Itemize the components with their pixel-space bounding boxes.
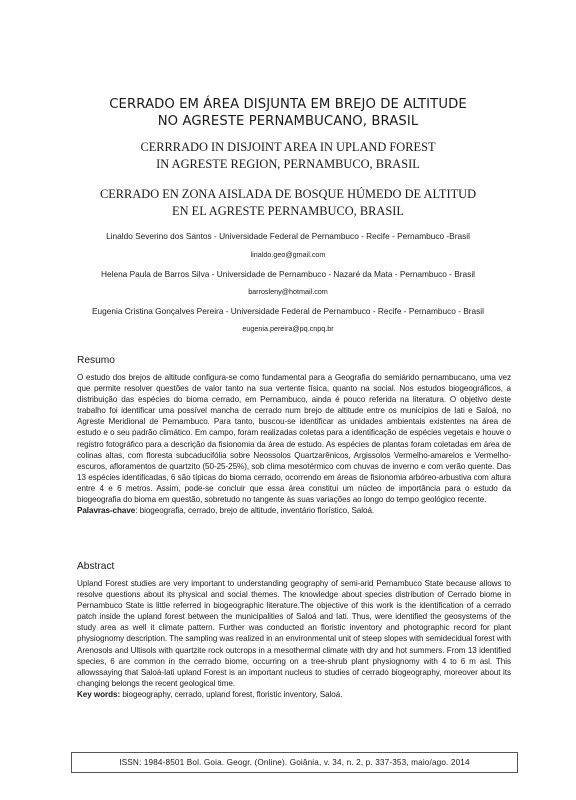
abstract-keywords-text: biogeography, cerrado, upland forest, floristic inventory, Saloá.	[120, 689, 343, 699]
title-es-line-2: EN EL AGRESTE PERNAMBUCO, BRASIL	[172, 204, 404, 218]
resumo-heading: Resumo	[77, 355, 115, 366]
abstract-body	[77, 578, 511, 700]
title-es-line-1: CERRADO EN ZONA AISLADA DE BOSQUE HÚMEDO DE ALTITUD	[99, 187, 477, 201]
resumo-keywords-label: Palavras-chave	[77, 506, 136, 516]
author-2-affiliation: Helena Paula de Barros Silva - Universidade de Pernambuco - Nazaré da Mata - Pernambuco - Brasil	[101, 269, 475, 279]
author-3-email[interactable]: eugenia.pereira@pq.cnpq.br	[242, 324, 334, 333]
author-1-affiliation: Linaldo Severino dos Santos - Universidade Federal de Pernambuco - Recife - Pernambuco -Brasil	[106, 231, 470, 241]
title-en-line-1: CERRRADO IN DISJOINT AREA IN UPLAND FOREST	[140, 140, 436, 154]
resumo-keywords	[77, 505, 511, 516]
abstract-text: Upland Forest studies are very important to understanding geography of semi-arid Pernambuco State because allows to resolve questions about its physical and social themes. The knowledge about species distribution of Cerrado biome in Pernambuco State is little referred in biogeographic literature.The objective of this work is the identification of a cerrado patch inside the upland forest between the municipalities of Saloá and Iati. Thus, were identified the geosystems of the study area as well it climate pattern. Further was conducted an floristic inventory and photographic record for plant physiognomy description. The sampling was realized in an environmental unit of steep slopes with semidecidual forest with Arenosols and Ultisols with quartzite rock outcrops in a mesothermal climate with dry and hot summers. From 13 identified species, 6 are common in the cerrado biome, occurring on a tree-shrub plant physiognomy with 4 to 6 m asl. This allowssaying that Saloá-Iati upland Forest is an important nucleus to studies of cerrado biogeography, moreover about its changing belongs the recent geological time.	[77, 579, 511, 688]
author-2-email[interactable]: barrosleny@hotmail.com	[248, 287, 328, 296]
title-portuguese	[0, 96, 576, 130]
resumo-keywords-text: : biogeografia, cerrado, brejo de altitude, inventário florístico, Saloá.	[135, 506, 375, 516]
author-1-email[interactable]: linaldo.geo@gmail.com	[250, 250, 326, 259]
citation-footer: ISSN: 1984-8501 Bol. Goia. Geogr. (Online). Goiânia, v. 34, n. 2, p. 337-353, maio/ago. 2014	[71, 752, 518, 773]
title-pt-line-2: NO AGRESTE PERNAMBUCANO, BRASIL	[157, 114, 419, 129]
title-english	[0, 139, 576, 173]
resumo-text: O estudo dos brejos de altitude configura-se como fundamental para a Geografia do semiárido pernambucano, uma vez que permite resolver questões de valor tanto na sua vertente física, quanto na social. Nos estudos biogeográficos, a distribuição das espécies do bioma cerrado, em Pernambuco, ainda é pouco referida na literatura. O objetivo deste trabalho foi identificar uma possível mancha de cerrado num brejo de altitude entre os municípios de Iati e Saloá, no Agreste Meridional de Pernambuco. Para tanto, buscou-se identificar as unidades ambientais existentes na área de estudo e o seu padrão climático. Em campo, foram realizadas coletas para a identificação de espécies vegetais e houve o registro fotográfico para a descrição da fisionomia da área de estudo. As espécies de plantas foram coletadas em área de colinas altas, com floresta subcaducifólia sobre Neossolos Quartzarênicos, Argissolos Vermelho-amarelos e Vermelho-escuros, afloramentos de quartzito (50-25-25%), sob clima mesotérmico com chuvas de inverno e com verão quente. Das 13 espécies identificadas, 6 são típicas do bioma cerrado, ocorrendo em áreas de fisionomia arbóreo-arbustiva com altura entre 4 e 6 metros. Assim, pode-se concluir que essa área constitui um núcleo de importância para o estudo da biogeografia do bioma em questão, sobretudo no tangente às suas variações ao longo do tempo geológico recente.	[77, 373, 511, 505]
abstract-heading: Abstract	[77, 561, 115, 572]
resumo-body	[77, 372, 511, 516]
title-spanish	[0, 186, 576, 220]
author-3-affiliation: Eugenia Cristina Gonçalves Pereira - Universidade Federal de Pernambuco - Recife - Pernambuco - Brasil	[92, 306, 484, 316]
title-pt-line-1: CERRADO EM ÁREA DISJUNTA EM BREJO DE ALTITUDE	[109, 97, 467, 112]
abstract-keywords	[77, 689, 511, 700]
abstract-keywords-label: Key words:	[77, 689, 121, 699]
title-en-line-2: IN AGRESTE REGION, PERNAMBUCO, BRASIL	[156, 157, 420, 171]
